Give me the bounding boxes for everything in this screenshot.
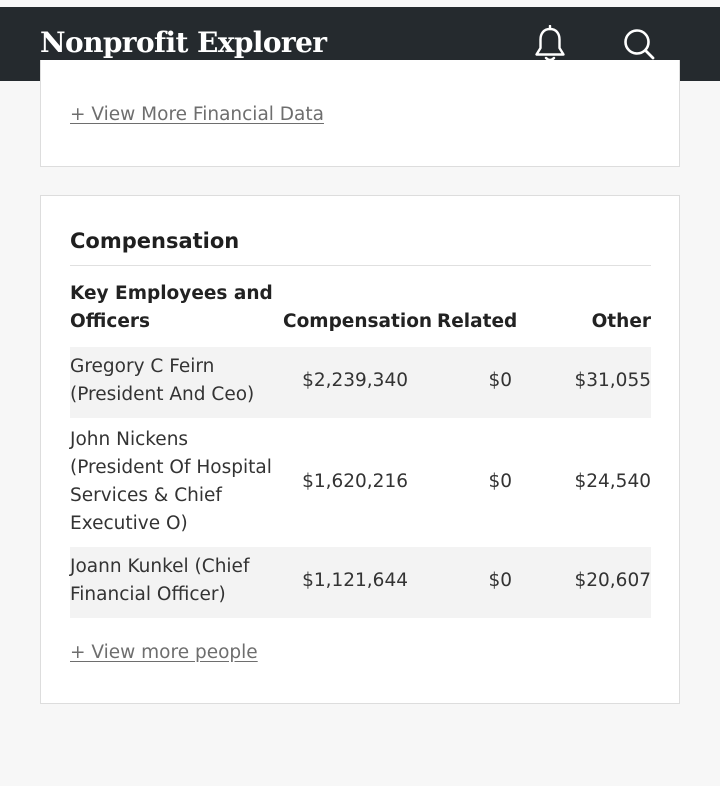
- view-more-people-link[interactable]: + View more people: [70, 642, 258, 663]
- top-strip: [0, 0, 720, 7]
- employee-name: John Nickens (President Of Hospital Services & Chief Executive O): [70, 429, 272, 534]
- site-logo[interactable]: Nonprofit Explorer: [40, 26, 327, 59]
- related-value: $0: [488, 570, 512, 591]
- view-more-financial-data-link[interactable]: + View More Financial Data: [70, 104, 324, 125]
- column-header-related: Related: [437, 311, 518, 332]
- bell-icon[interactable]: [533, 25, 567, 63]
- table-row: [70, 547, 651, 618]
- related-value: $0: [488, 370, 512, 391]
- related-value: $0: [488, 471, 512, 492]
- title-divider: [70, 265, 651, 266]
- financials-card: [40, 60, 680, 167]
- section-title: Compensation: [70, 229, 240, 253]
- other-value: $31,055: [574, 370, 651, 391]
- search-icon[interactable]: [622, 25, 656, 63]
- other-value: $20,607: [574, 570, 651, 591]
- table-row: [70, 347, 651, 418]
- column-header-other: Other: [591, 311, 651, 332]
- employee-name: Joann Kunkel (Chief Financial Officer): [70, 556, 250, 605]
- employee-name: Gregory C Feirn (President And Ceo): [70, 356, 255, 405]
- other-value: $24,540: [574, 471, 651, 492]
- compensation-value: $1,620,216: [302, 471, 408, 492]
- compensation-value: $2,239,340: [302, 370, 408, 391]
- table-row: [70, 418, 651, 547]
- compensation-value: $1,121,644: [302, 570, 408, 591]
- column-header-name: Key Employees and Officers: [70, 283, 273, 332]
- column-header-compensation: Compensation: [283, 311, 433, 332]
- compensation-card: [40, 195, 680, 704]
